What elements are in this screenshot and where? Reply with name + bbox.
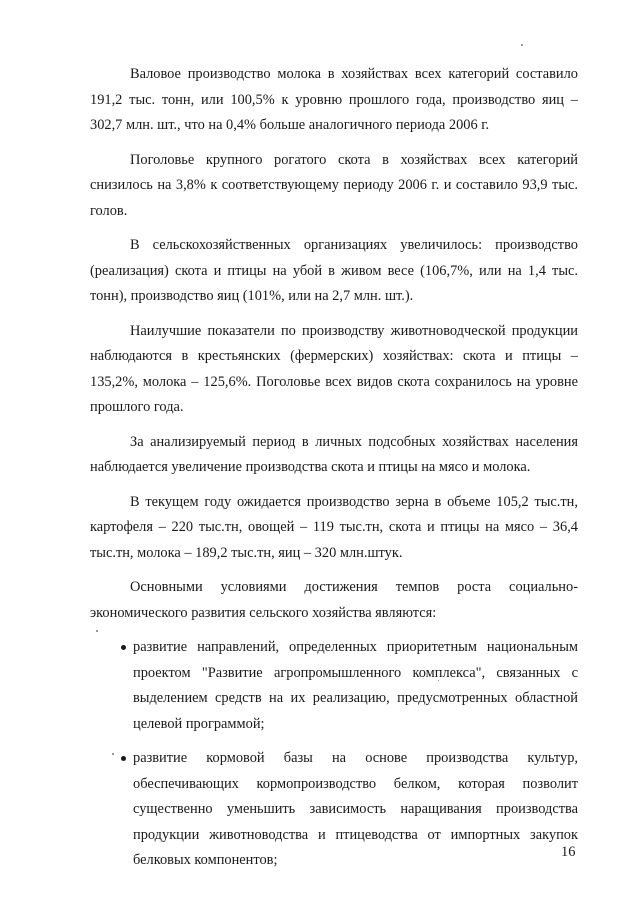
paragraph-households: За анализируемый период в личных подсобных хозяйствах населения наблюдается увеличение производства скота и птицы на мясо и молока. [90, 433, 578, 475]
paragraph-cattle: Поголовье крупного рогатого скота в хозяйствах всех категорий снизилось на 3,8% к соответствующему периоду 2006 г. и составило 93,9 тыс. голов. [90, 151, 578, 219]
paragraph-agri-organizations: В сельскохозяйственных организациях увеличилось: производство (реализация) скота и птицы на убой в живом весе (106,7%, или на 1,4 тыс. тонн), производство яиц (101%, или на 2,7 млн. шт.). [90, 237, 578, 304]
page-content [90, 62, 578, 883]
list-item-text: развитие направлений, определенных приоритетным национальным проектом "Развитие агропромышленного комплекса", связанных с выделением средств на их реализацию, предусмотренных областной целевой программой; [133, 639, 578, 732]
page-number: 16 [561, 844, 576, 860]
conditions-list [90, 635, 578, 874]
bullet-icon [121, 756, 126, 761]
list-item [90, 635, 578, 737]
list-item [90, 746, 578, 874]
scan-speck [521, 44, 523, 46]
paragraph-forecast: В текущем году ожидается производство зерна в объеме 105,2 тыс.тн, картофеля – 220 тыс.тн, овощей – 119 тыс.тн, скота и птицы на мясо – 36,4 тыс.тн, молока – 189,2 тыс.тн, яиц – 320 млн.штук. [90, 493, 578, 561]
scan-speck [112, 753, 114, 755]
paragraph-farms: Наилучшие показатели по производству животноводческой продукции наблюдаются в крестьянских (фермерских) хозяйствах: скота и птицы – 135,2%, молока – 125,6%. Поголовье всех видов скота сохранилось на уровне прошлого года. [90, 322, 578, 415]
bullet-icon [121, 645, 126, 650]
scan-speck [438, 680, 439, 681]
scan-speck [96, 630, 98, 632]
paragraph-conditions: Основными условиями достижения темпов роста социально-экономического развития сельского хозяйства являются: [90, 579, 578, 621]
paragraph-milk-eggs: Валовое производство молока в хозяйствах всех категорий составило 191,2 тыс. тонн, или 100,5% к уровню прошлого года, производство яиц – 302,7 млн. шт., что на 0,4% больше аналогичного периода 2006 г. [90, 66, 578, 133]
list-item-text: развитие кормовой базы на основе производства культур, обеспечивающих кормопроизводство белком, которая позволит существенно уменьшить зависимость наращивания производства продукции животноводства и птицеводства от импортных закупок белковых компонентов; [133, 750, 578, 868]
